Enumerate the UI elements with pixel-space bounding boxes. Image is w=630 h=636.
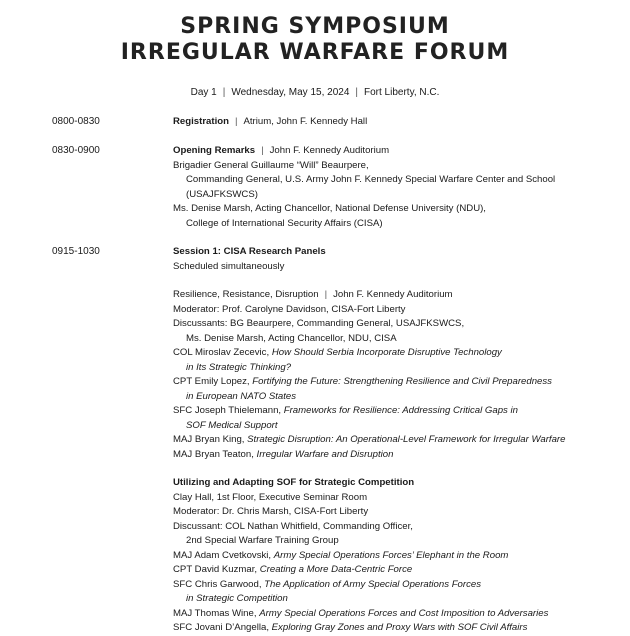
panel-moderator: Moderator: Dr. Chris Marsh, CISA-Fort Liberty <box>173 506 369 517</box>
paper-title: How Should Serbia Incorporate Disruptive Technology <box>271 347 502 358</box>
block-registration <box>173 115 613 130</box>
block-opening <box>173 144 613 231</box>
paper-title: Irregular Warfare and Disruption <box>256 448 394 460</box>
paper-title: Strategic Disruption: An Operational-Level Framework for Irregular Warfare <box>247 434 566 445</box>
session-note: Scheduled simultaneously <box>173 260 285 272</box>
title-line-2: IRREGULAR WARFARE FORUM <box>120 40 510 65</box>
time-registration: 0800-0830 <box>52 116 100 127</box>
separator: | <box>355 87 358 98</box>
panel-1 <box>173 288 613 462</box>
paper-title: in Strategic Competition <box>186 593 288 604</box>
presenter-name: COL Miroslav Zecevic, <box>173 347 272 358</box>
date-label: Wednesday, May 15, 2024 <box>231 87 350 98</box>
paper-title: Frameworks for Resilience: Addressing Critical Gaps in <box>283 405 518 416</box>
paper-title: in Its Strategic Thinking? <box>186 361 292 373</box>
panel-title: Resilience, Resistance, Disruption <box>173 289 319 300</box>
presenter-name: CPT Emily Lopez, <box>173 376 253 387</box>
presenter-name: MAJ Adam Cvetkovski, <box>173 549 274 561</box>
title-line-1: SPRING SYMPOSIUM <box>180 14 450 39</box>
panel-moderator: Moderator: Prof. Carolyne Davidson, CISA-Fort Liberty <box>173 303 406 315</box>
panel-location: Clay Hall, 1st Floor, Executive Seminar Room <box>173 491 368 503</box>
presenter-name: MAJ Bryan Teaton, <box>173 448 257 460</box>
block-session-1 <box>173 245 613 274</box>
opening-title: Opening Remarks <box>173 145 256 156</box>
paper-title: SOF Medical Support <box>186 419 278 431</box>
time-opening: 0830-0900 <box>52 145 100 156</box>
presenter-name: MAJ Bryan King, <box>173 434 248 445</box>
day-line <box>0 87 630 98</box>
panel-discussants: Discussant: COL Nathan Whitfield, Commanding Officer, <box>173 520 413 532</box>
location-label: Fort Liberty, N.C. <box>364 87 440 98</box>
time-session-1: 0915-1030 <box>52 246 100 257</box>
opening-location: John F. Kennedy Auditorium <box>269 145 390 156</box>
presenter-name: MAJ Thomas Wine, <box>173 607 260 619</box>
separator: | <box>234 116 238 127</box>
paper-title: Army Special Operations Forces and Cost Imposition to Adversaries <box>259 607 549 619</box>
separator: | <box>324 289 328 300</box>
presenter-name: SFC Jovani D’Angella, <box>173 622 272 633</box>
opening-line: College of International Security Affairs (CISA) <box>186 217 383 229</box>
opening-line: Commanding General, U.S. Army John F. Kennedy Special Warfare Center and School <box>186 174 556 185</box>
opening-line: Brigadier General Guillaume “Will” Beaurpere, <box>173 159 369 171</box>
separator: | <box>222 87 226 98</box>
paper-title: The Application of Army Special Operations Forces <box>264 578 482 590</box>
presenter-name: SFC Chris Garwood, <box>173 578 265 590</box>
paper-title: Army Special Operations Forces’ Elephant in the Room <box>273 549 509 561</box>
separator: | <box>261 145 264 156</box>
presenter-name: CPT David Kuzmar, <box>173 564 260 575</box>
session-title: Session 1: CISA Research Panels <box>173 246 326 257</box>
panel-discussants: 2nd Special Warfare Training Group <box>186 535 339 546</box>
panel-title: Utilizing and Adapting SOF for Strategic Competition <box>173 477 415 488</box>
panel-location: John F. Kennedy Auditorium <box>333 289 453 300</box>
day-label: Day 1 <box>190 87 217 98</box>
paper-title: Fortifying the Future: Strengthening Resilience and Civil Preparedness <box>252 376 552 387</box>
paper-title: Creating a More Data-Centric Force <box>259 564 413 575</box>
presenter-name: SFC Joseph Thielemann, <box>173 405 284 416</box>
panel-discussants: Ms. Denise Marsh, Acting Chancellor, NDU, CISA <box>186 332 397 344</box>
opening-line: Ms. Denise Marsh, Acting Chancellor, National Defense University (NDU), <box>173 203 486 214</box>
paper-title: Exploring Gray Zones and Proxy Wars with SOF Civil Affairs <box>271 622 528 633</box>
opening-line: (USAJFKSWCS) <box>186 188 258 200</box>
registration-title: Registration <box>173 116 229 127</box>
registration-location: Atrium, John F. Kennedy Hall <box>243 116 368 127</box>
panel-2 <box>173 476 613 636</box>
paper-title: in European NATO States <box>186 390 297 402</box>
panel-discussants: Discussants: BG Beaurpere, Commanding General, USAJFKSWCS, <box>173 318 465 329</box>
